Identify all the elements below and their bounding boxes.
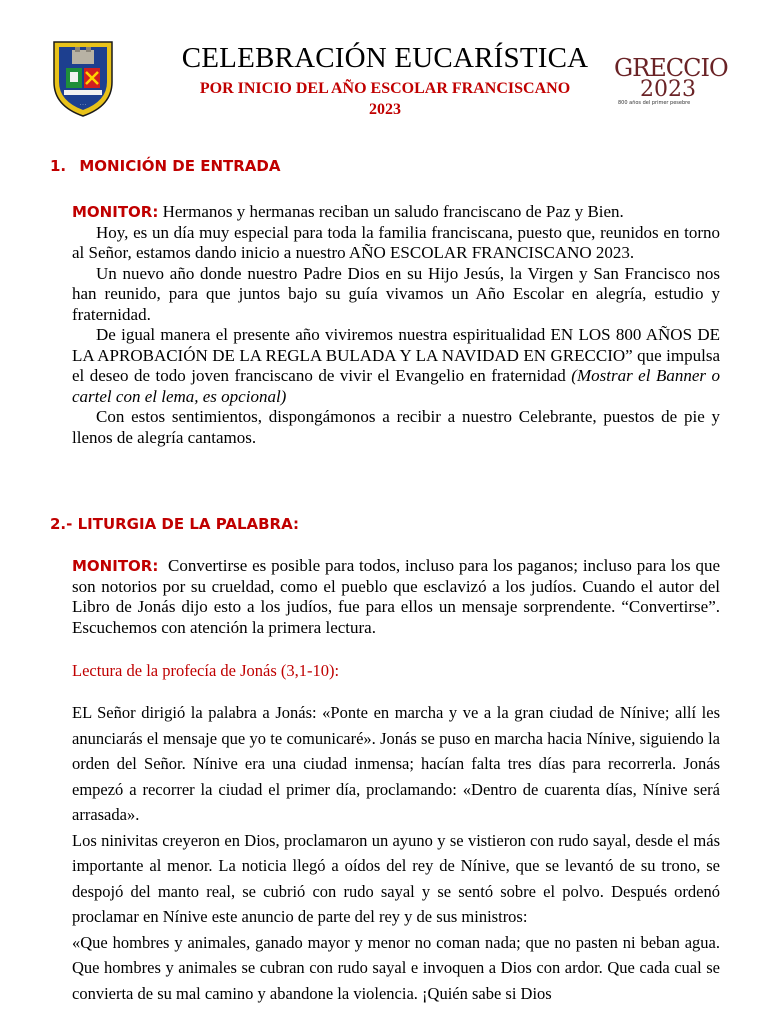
- section-1-heading: [50, 157, 280, 175]
- page-title: CELEBRACIÓN EUCARÍSTICA: [181, 42, 589, 74]
- section-1-paragraph: Con estos sentimientos, dispongámonos a recibir a nuestro Celebrante, puestos de pie y llenos de alegría cantamos.: [72, 407, 720, 447]
- monitor-label: MONITOR:: [72, 557, 159, 575]
- subtitle-line-1: POR INICIO DEL AÑO ESCOLAR FRANCISCANO: [199, 80, 571, 97]
- reading-paragraph: «Que hombres y animales, ganado mayor y menor no coman nada; que no pasten ni beban agua. Que hombres y animales se cubran con rudo sayal e invoquen a Dios con ardor. Que cada cual se convierta de su mal camino y abandone la violencia. ¡Quién sabe si Dios: [72, 932, 720, 1003]
- reading-paragraph: EL Señor dirigió la palabra a Jonás: «Ponte en marcha y ve a la gran ciudad de Nínive; allí les anunciarás el mensaje que yo te comunicaré». Jonás se puso en marcha hacia Nínive, siguiendo la orden del Señor. Nínive era una ciudad inmensa; hacían falta tres días para recorrerla. Jonás empezó a recorrer la ciudad el primer día, proclamando: «Dentro de cuarenta días, Nínive será arrasada».: [72, 703, 720, 824]
- reading-body: [72, 700, 720, 1006]
- reading-title: Lectura de la profecía de Jonás (3,1-10):: [72, 661, 340, 680]
- monitor-label: MONITOR:: [72, 203, 159, 221]
- reading-paragraph: Los ninivitas creyeron en Dios, proclamaron un ayuno y se vistieron con rudo sayal, desde el más importante al menor. La noticia llegó a oídos del rey de Nínive, que se levantó de su trono, se despojó del manto real, se cubrió con rudo sayal y se sentó sobre el polvo. Después ordenó proclamar en Nínive este anuncio de parte del rey y de sus ministros:: [72, 830, 720, 926]
- section-1-body: [72, 202, 720, 448]
- section-1-text-4: De igual manera el presente año viviremos nuestra espiritualidad EN LOS 800 AÑOS DE LA APROBACIÓN DE LA REGLA BULADA Y LA NAVIDAD EN GRECCIO” que impulsa el deseo de todo joven franciscano de vivir el Evangelio en fraternidad: [72, 325, 720, 385]
- greccio-logo-word: GRECCIO: [614, 54, 728, 82]
- section-2-text-1: Convertirse es posible para todos, incluso para los paganos; incluso para los que son notorios por su crueldad, como el pueblo que esclavizó a los judíos. Cuando el autor del Libro de Jonás dijo esto a los judíos, fue para ellos un mensaje sorprendente. “Convertirse”. Escuchemos con atención la primera lectura.: [72, 556, 721, 637]
- svg-text:· · ·: · · ·: [79, 102, 87, 107]
- section-2-paragraph: [72, 556, 720, 638]
- greccio-logo-year: 2023: [640, 77, 696, 102]
- section-1-paragraph: [72, 325, 720, 407]
- section-1-number: 1.: [50, 157, 67, 175]
- section-1-paragraph: Hoy, es un día muy especial para toda la familia franciscana, puesto que, reunidos en torno al Señor, estamos dando inicio a nuestro AÑO ESCOLAR FRANCISCANO 2023.: [72, 222, 720, 262]
- section-1-paragraph: Un nuevo año donde nuestro Padre Dios en su Hijo Jesús, la Virgen y San Francisco nos han reunido, para que juntos bajo su guía vivamos un Año Escolar en alegría, estudio y fraternidad.: [72, 263, 720, 324]
- section-1-text-1: Hermanos y hermanas reciban un saludo franciscano de Paz y Bien.: [162, 202, 624, 221]
- greccio-logo-caption: 800 años del primer pesebre: [618, 100, 691, 106]
- school-crest-icon: [50, 38, 116, 118]
- section-2-body: [72, 556, 720, 638]
- greccio-logo: [612, 48, 732, 106]
- page-subtitle: [120, 78, 650, 120]
- section-1-note: (Mostrar el Banner o cartel con el lema, es opcional): [72, 366, 720, 406]
- section-1-paragraph: [72, 202, 720, 223]
- section-1-title: MONICIÓN DE ENTRADA: [79, 157, 281, 175]
- section-2-heading: 2.- LITURGIA DE LA PALABRA:: [50, 515, 299, 533]
- subtitle-line-2: 2023: [369, 101, 401, 118]
